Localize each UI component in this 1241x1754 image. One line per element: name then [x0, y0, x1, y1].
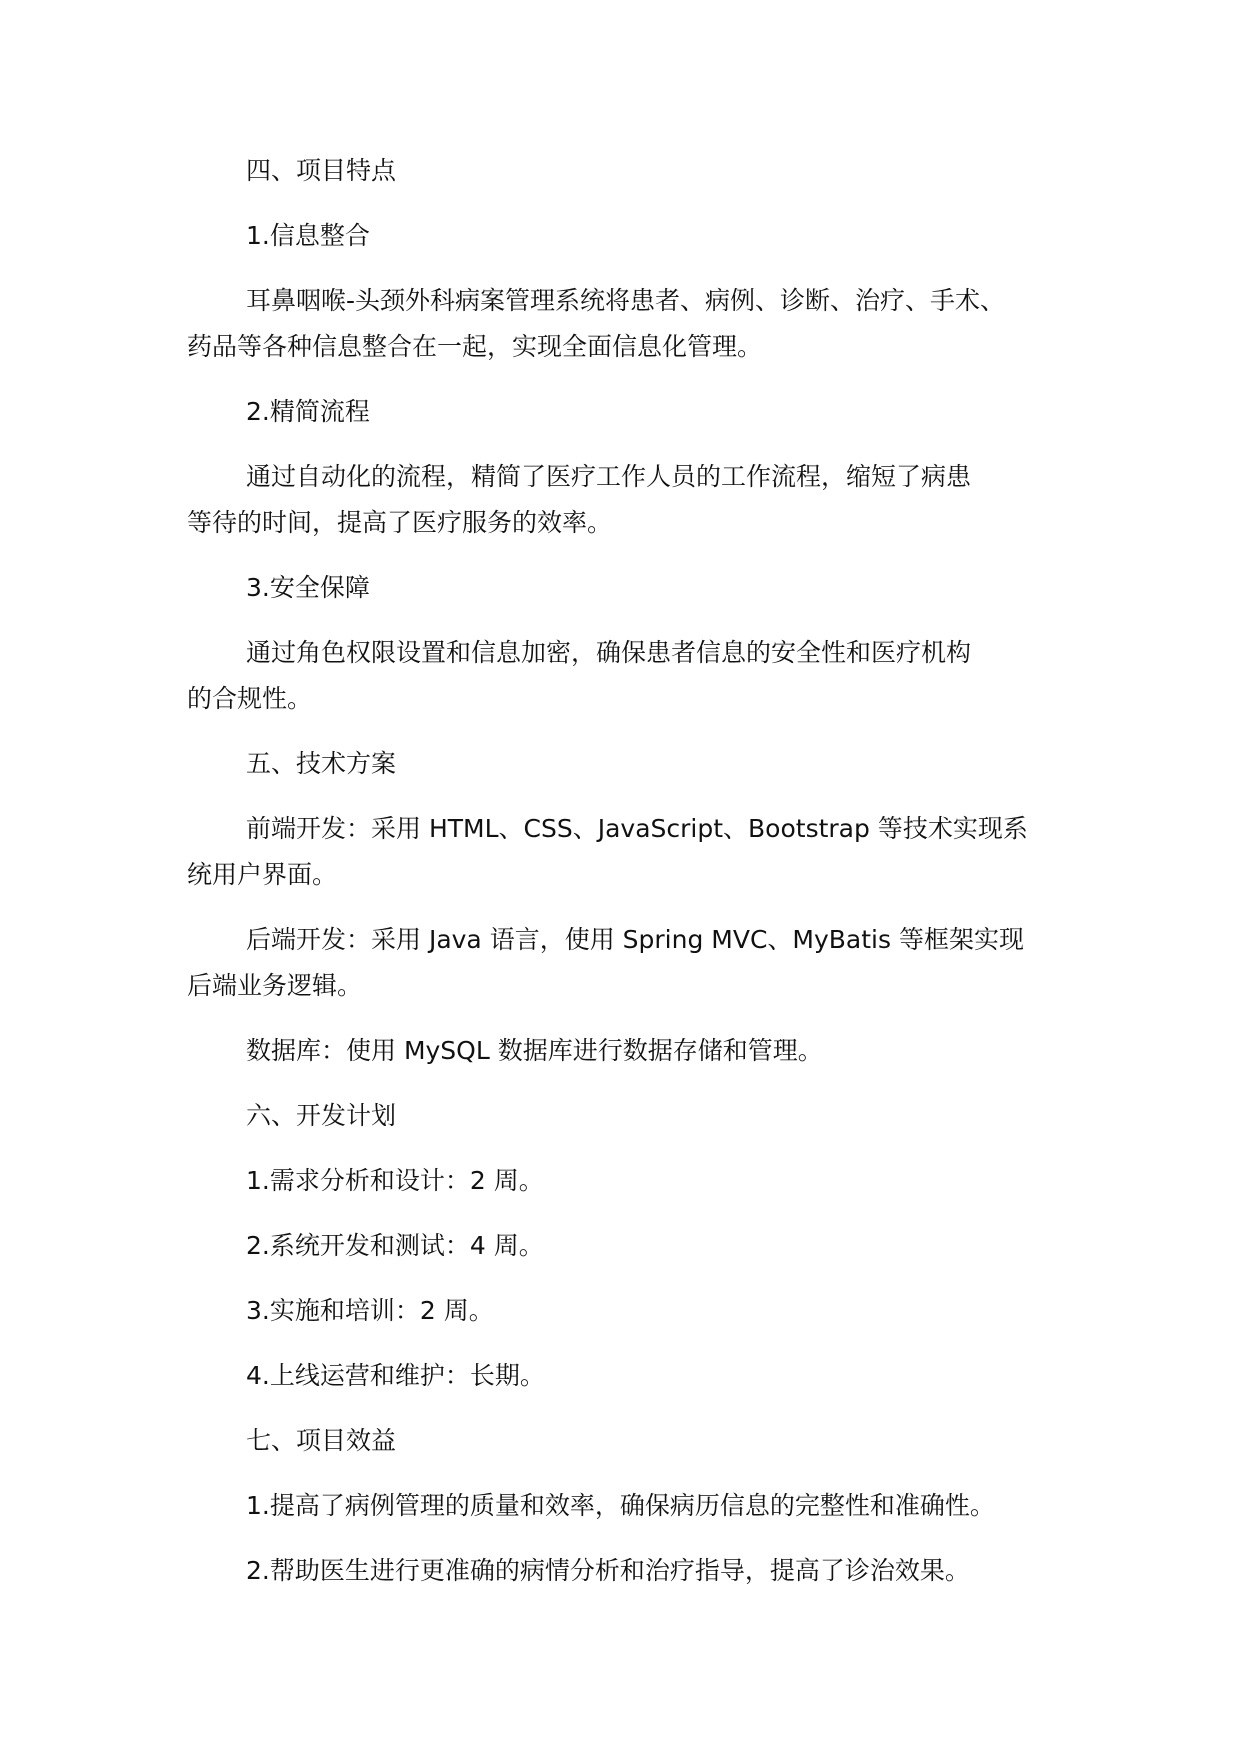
text-line: 1.提高了病例管理的质量和效率，确保病历信息的完整性和准确性。 — [246, 1491, 995, 1520]
text-line: 耳鼻咽喉-头颈外科病案管理系统将患者、病例、诊断、治疗、手术、 — [246, 286, 1006, 315]
subheading-info-integration — [187, 213, 1067, 259]
list-item-operation — [187, 1353, 1067, 1399]
list-item-benefit-quality — [187, 1483, 1067, 1529]
text-line: 1.需求分析和设计：2 周。 — [246, 1166, 544, 1195]
list-item-requirements — [187, 1158, 1067, 1204]
section-heading-tech-plan — [187, 741, 1067, 787]
paragraph-frontend — [187, 806, 1067, 898]
paragraph-backend — [187, 917, 1067, 1009]
text-line: 4.上线运营和维护：长期。 — [246, 1361, 545, 1390]
list-item-training — [187, 1288, 1067, 1334]
text-line: 统用户界面。 — [187, 860, 338, 889]
text-line: 四、项目特点 — [246, 156, 397, 185]
paragraph-security — [187, 630, 1067, 722]
text-line: 后端开发：采用 Java 语言，使用 Spring MVC、MyBatis 等框架实现 — [246, 925, 1024, 954]
section-heading-dev-plan — [187, 1093, 1067, 1139]
subheading-security — [187, 565, 1067, 611]
document-body — [187, 148, 1067, 1613]
subheading-streamline-process — [187, 389, 1067, 435]
text-line: 3.安全保障 — [246, 573, 370, 602]
text-line: 五、技术方案 — [246, 749, 397, 778]
text-line: 通过角色权限设置和信息加密，确保患者信息的安全性和医疗机构 — [246, 638, 972, 667]
text-line: 药品等各种信息整合在一起，实现全面信息化管理。 — [187, 332, 763, 361]
text-line: 1.信息整合 — [246, 221, 370, 250]
text-line: 2.精简流程 — [246, 397, 370, 426]
text-line: 3.实施和培训：2 周。 — [246, 1296, 494, 1325]
text-line: 的合规性。 — [187, 684, 313, 713]
text-line: 数据库：使用 MySQL 数据库进行数据存储和管理。 — [246, 1036, 823, 1065]
section-heading-features — [187, 148, 1067, 194]
text-line: 通过自动化的流程，精简了医疗工作人员的工作流程，缩短了病患 — [246, 462, 972, 491]
list-item-benefit-diagnosis — [187, 1548, 1067, 1594]
paragraph-streamline-process — [187, 454, 1067, 546]
text-line: 等待的时间，提高了医疗服务的效率。 — [187, 508, 613, 537]
paragraph-database — [187, 1028, 1067, 1074]
text-line: 七、项目效益 — [246, 1426, 397, 1455]
text-line: 前端开发：采用 HTML、CSS、JavaScript、Bootstrap 等技术实现系 — [246, 814, 1028, 843]
list-item-development — [187, 1223, 1067, 1269]
text-line: 后端业务逻辑。 — [187, 971, 363, 1000]
text-line: 六、开发计划 — [246, 1101, 397, 1130]
paragraph-info-integration — [187, 278, 1067, 370]
text-line: 2.帮助医生进行更准确的病情分析和治疗指导，提高了诊治效果。 — [246, 1556, 970, 1585]
section-heading-benefits — [187, 1418, 1067, 1464]
text-line: 2.系统开发和测试：4 周。 — [246, 1231, 544, 1260]
